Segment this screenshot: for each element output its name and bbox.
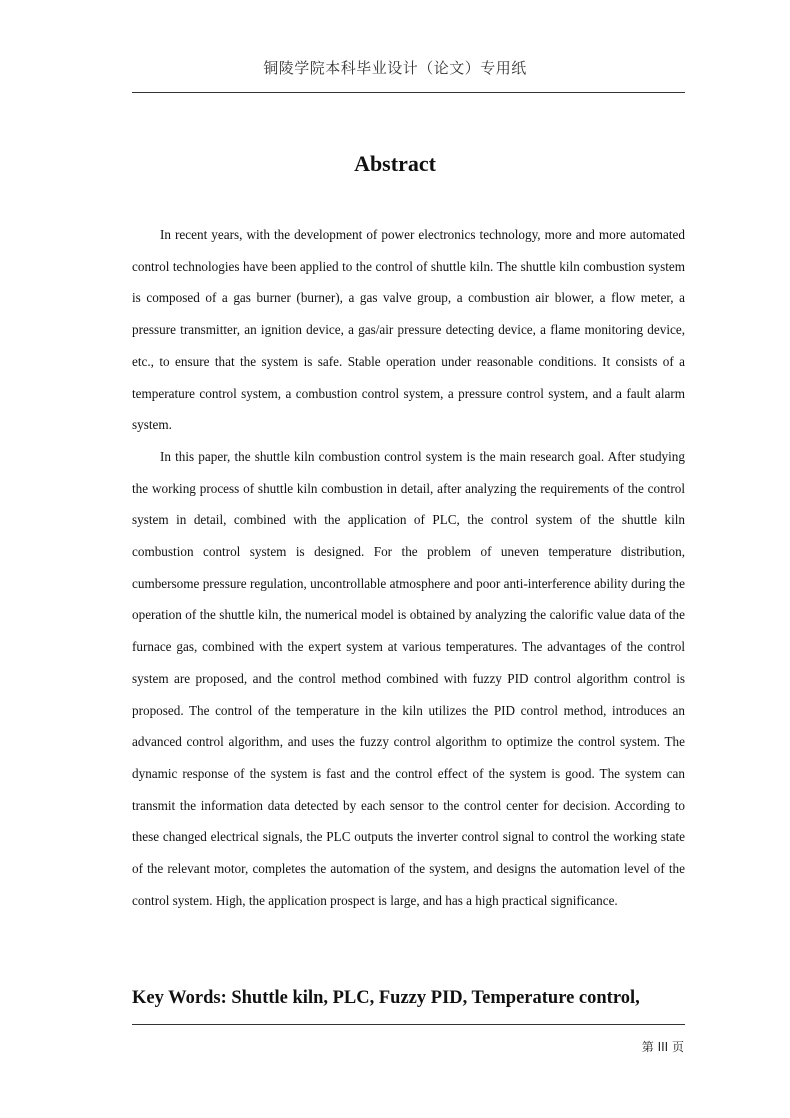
header-rule <box>132 92 685 93</box>
abstract-body <box>132 219 685 916</box>
page-number: 第 III 页 <box>641 1040 684 1054</box>
footer-rule <box>132 1024 685 1025</box>
keywords-line: Key Words: Shuttle kiln, PLC, Fuzzy PID, Temperature control, <box>132 988 640 1008</box>
abstract-paragraph: In this paper, the shuttle kiln combustion control system is the main research goal. After studying the working process of shuttle kiln combustion in detail, after analyzing the requirements of the control system in detail, combined with the application of PLC, the control system of the shuttle kiln combustion control system is designed. For the problem of uneven temperature distribution, cumbersome pressure regulation, uncontrollable atmosphere and poor anti-interference ability during the operation of the shuttle kiln, the numerical model is obtained by analyzing the calorific value data of the furnace gas, combined with the expert system at various temperatures. The advantages of the control system are proposed, and the control method combined with fuzzy PID control algorithm control is proposed. The control of the temperature in the kiln utilizes the PID control method, introduces an advanced control algorithm, and uses the fuzzy control algorithm to optimize the control system. The dynamic response of the system is fast and the control effect of the system is good. The system can transmit the information data detected by each sensor to the control center for decision. According to these changed electrical signals, the PLC outputs the inverter control signal to control the working state of the relevant motor, completes the automation of the system, and designs the automation level of the control system. High, the application prospect is large, and has a high practical significance. <box>132 448 685 908</box>
abstract-paragraph: In recent years, with the development of power electronics technology, more and more automated control technologies have been applied to the control of shuttle kiln. The shuttle kiln combustion system is composed of a gas burner (burner), a gas valve group, a combustion air blower, a flow meter, a pressure transmitter, an ignition device, a gas/air pressure detecting device, a flame monitoring device, etc., to ensure that the system is safe. Stable operation under reasonable conditions. It consists of a temperature control system, a combustion control system, a pressure control system, and a fault alarm system. <box>132 227 685 433</box>
page-header: 铜陵学院本科毕业设计（论文）专用纸 <box>263 59 527 77</box>
abstract-title: Abstract <box>354 151 436 176</box>
